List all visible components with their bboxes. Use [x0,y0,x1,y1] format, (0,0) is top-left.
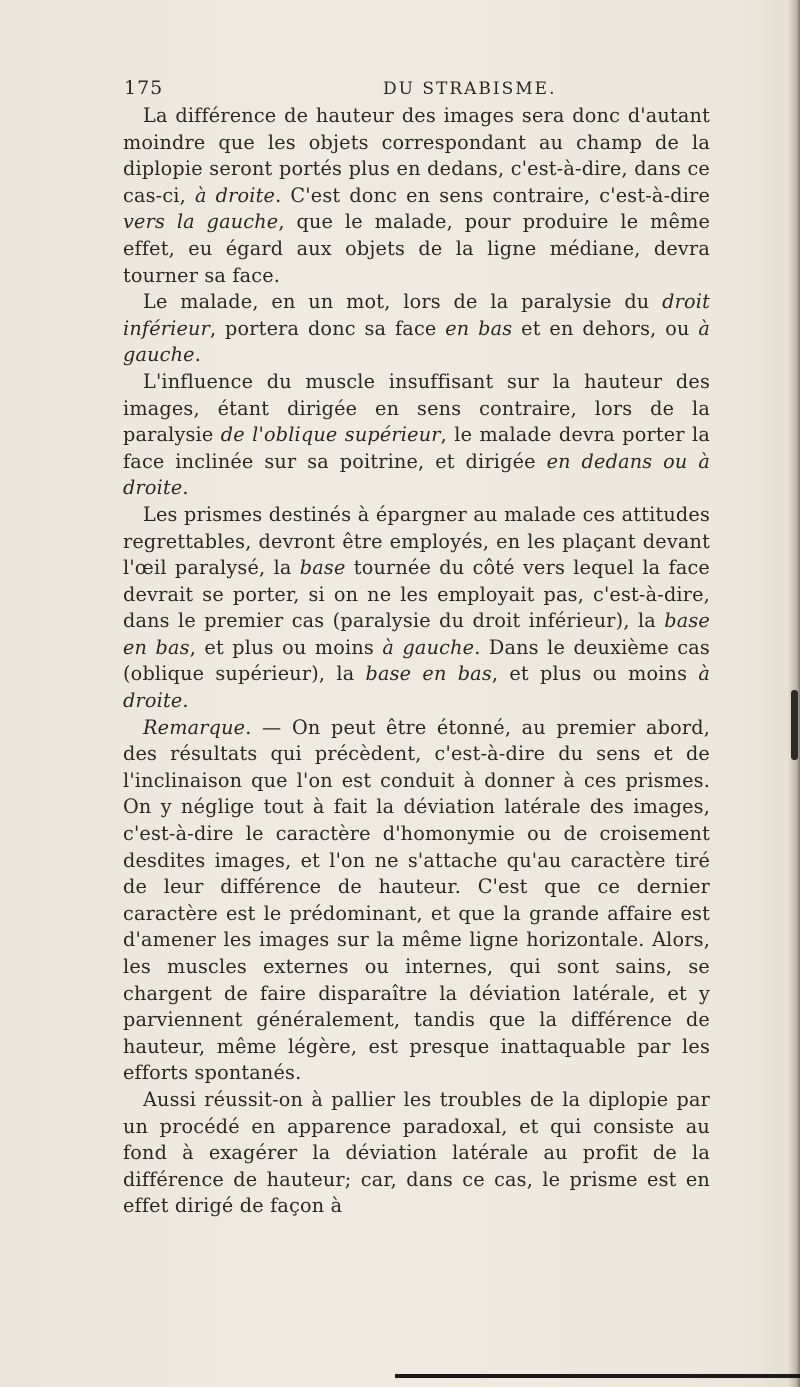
page-number: 175 [124,77,164,99]
body-text [123,103,710,1220]
italic-text-run: vers la gauche [123,210,279,234]
text-run: , et plus ou moins [491,662,699,686]
text-run: tournée du côté vers lequel la face devrait se porter, si on ne les employait pas, c'est-à-dire, dans le premier cas (paralysie du droit inférieur), la [123,556,710,633]
text-run: . [182,476,189,500]
text-run: . Dans le deuxième cas (oblique supérieur), la [123,635,710,686]
text-run: , le malade devra porter la face inclinée sur sa poitrine, et dirigée [123,423,710,473]
paragraph [123,715,710,1087]
text-run: La différence de hauteur des images sera donc d'autant moindre que les objets correspondant au champ de la diplopie seront portés plus en dedans, c'est-à-dire, dans ce cas-ci, [123,104,710,207]
italic-text-run: à droite [123,662,710,713]
italic-text-run: en dedans ou à droite [123,449,710,500]
text-run: Les prismes destinés à épargner au malade ces attitudes regrettables, devront être employés, en les plaçant devant l'œil paralysé, la [123,502,710,580]
paragraph [123,369,710,502]
text-run: Le malade, en un mot, lors de la paralysie du [143,290,663,314]
text-run: et en dehors, ou [512,316,699,340]
italic-text-run: en bas [445,316,513,340]
italic-text-run: de l'oblique supérieur [220,423,441,447]
edge-mark [791,690,798,760]
running-head: DU STRABISME. [383,79,557,99]
text-run: . — On peut être étonné, au premier abord, des résultats qui précèdent, c'est-à-dire du sens et de l'inclinaison que l'on est conduit à donner à ces prismes. On y néglige tout à fait la déviation latérale des images, c'est-à-dire le caractère d'homonymie ou de croisement desdites images, et l'on ne s'attache qu'au caractère tiré de leur différence de hauteur. C'est que ce dernier caractère est le prédominant, et que la grande affaire est d'amener les images sur la même ligne horizontale. Alors, les muscles externes ou internes, qui sont sains, se chargent de faire disparaître la déviation latérale, et y parviennent généralement, tandis que la différence de hauteur, même légère, est presque inattaquable par les efforts spontanés. [123,715,710,1085]
text-run: . [182,689,189,713]
italic-text-run: base en bas [365,662,492,686]
text-run: . C'est donc en sens contraire, c'est-à-dire [275,183,710,207]
paragraph [123,502,710,715]
italic-text-run: à gauche [123,316,710,367]
text-run: , que le malade, pour produire le même effet, eu égard aux objets de la ligne médiane, devra tourner sa face. [123,210,711,287]
text-run: L'influence du muscle insuffisant sur la hauteur des images, étant dirigée en sens contraire, lors de la paralysie [123,369,710,447]
paragraph [123,289,710,369]
text-run: , et plus ou moins [189,635,383,659]
text-run: Aussi réussit-on à pallier les troubles de la diplopie par un procédé en apparence paradoxal, et qui consiste au fond à exagérer la déviation latérale au profit de la différence de hauteur; car, dans ce cas, le prisme est en effet dirigé de façon à [123,1087,710,1218]
italic-text-run: à gauche [382,635,475,659]
italic-text-run: base [299,556,346,580]
paragraph [123,1087,710,1220]
bottom-rule [395,1374,800,1378]
italic-text-run: base en bas [123,609,710,659]
italic-text-run: à droite [194,183,276,207]
italic-text-run: droit inférieur [123,290,710,340]
italic-text-run: Remarque [143,715,246,739]
paragraph [123,103,710,289]
text-run: , portera donc sa face [209,316,446,340]
text-run: . [194,343,202,367]
